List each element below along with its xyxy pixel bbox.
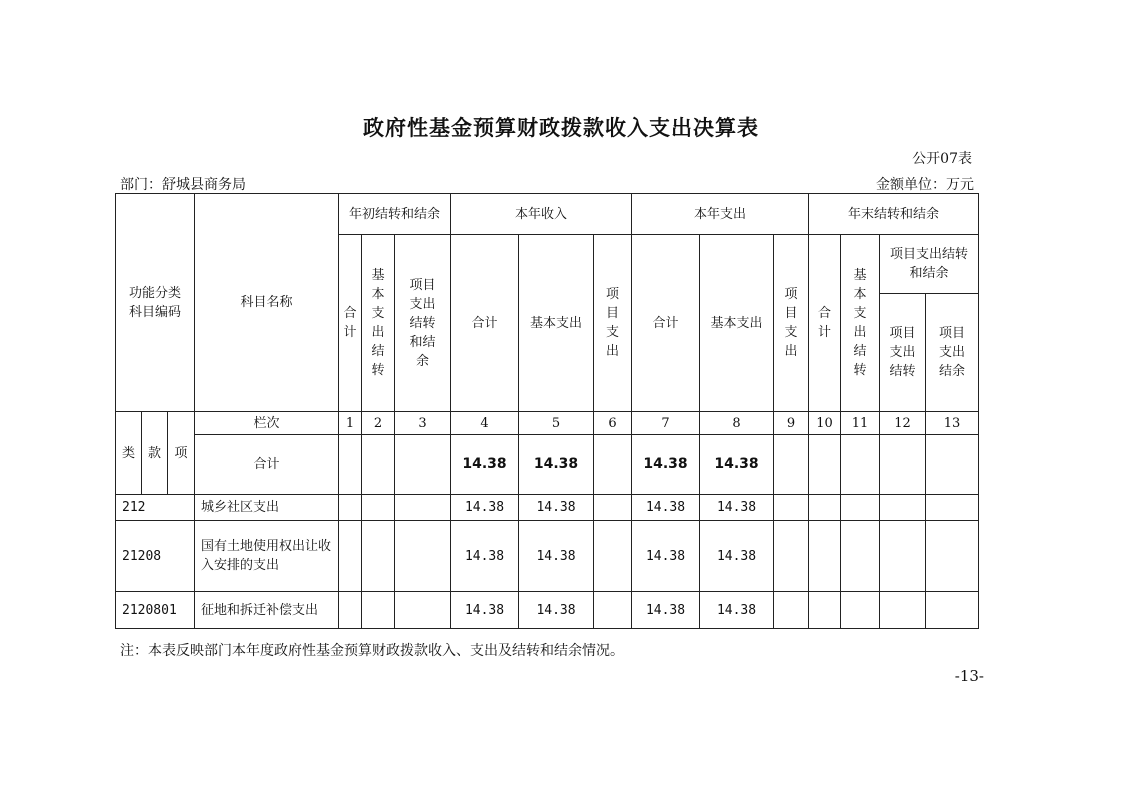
cell [880, 592, 926, 629]
kuan-header: 款 [142, 412, 168, 495]
column-number: 8 [700, 412, 774, 435]
cell [395, 521, 451, 592]
cell [809, 435, 841, 495]
cell [594, 592, 632, 629]
column-number: 3 [395, 412, 451, 435]
cell [339, 495, 362, 521]
cell: 14.38 [519, 435, 594, 495]
income-basic-header: 基本支出 [519, 235, 594, 412]
income-project-header: 项目支出 [594, 235, 632, 412]
cell: 14.38 [632, 495, 700, 521]
expense-group-header: 本年支出 [632, 194, 809, 235]
row-name: 征地和拆迁补偿支出 [195, 592, 339, 629]
total-row [116, 435, 979, 495]
row-code: 2120801 [116, 592, 195, 629]
cell [880, 495, 926, 521]
cell: 14.38 [632, 521, 700, 592]
footnote: 注：本表反映部门本年度政府性基金预算财政拨款收入、支出及结转和结余情况。 [120, 643, 624, 659]
cell: 14.38 [700, 592, 774, 629]
end-project-surplus-header: 项目支出结余 [926, 294, 979, 412]
cell [880, 435, 926, 495]
expense-total-header: 合计 [632, 235, 700, 412]
cell [594, 435, 632, 495]
cell: 14.38 [632, 435, 700, 495]
income-group-header: 本年收入 [451, 194, 632, 235]
cell [774, 521, 809, 592]
func-code-header: 功能分类科目编码 [116, 194, 195, 412]
cell [774, 435, 809, 495]
cell [926, 495, 979, 521]
cell [362, 435, 395, 495]
budget-table [115, 193, 979, 629]
cell: 14.38 [519, 495, 594, 521]
column-number: 9 [774, 412, 809, 435]
cell [594, 495, 632, 521]
column-number: 13 [926, 412, 979, 435]
column-index-row [116, 412, 979, 435]
column-number: 2 [362, 412, 395, 435]
cell: 14.38 [700, 495, 774, 521]
department-label: 部门：舒城县商务局 [120, 177, 246, 193]
expense-basic-header: 基本支出 [700, 235, 774, 412]
cell: 14.38 [700, 521, 774, 592]
column-number: 7 [632, 412, 700, 435]
cell [339, 521, 362, 592]
cell: 14.38 [519, 521, 594, 592]
row-name: 国有土地使用权出让收入安排的支出 [195, 521, 339, 592]
cell [926, 592, 979, 629]
cell [841, 495, 880, 521]
cell [926, 521, 979, 592]
cell [339, 435, 362, 495]
end-project-carry-header: 项目支出结转 [880, 294, 926, 412]
cell [841, 435, 880, 495]
form-code: 公开07表 [912, 151, 972, 167]
end-total-header: 合计 [809, 235, 841, 412]
begin-group-header: 年初结转和结余 [339, 194, 451, 235]
end-group-header: 年末结转和结余 [809, 194, 979, 235]
cell: 14.38 [451, 435, 519, 495]
column-number: 6 [594, 412, 632, 435]
table-row [116, 592, 979, 629]
lei-header: 类 [116, 412, 142, 495]
end-basic-carry-header: 基本支出结转 [841, 235, 880, 412]
row-code: 212 [116, 495, 195, 521]
xiang-header: 项 [168, 412, 195, 495]
column-index-label: 栏次 [195, 412, 339, 435]
end-project-group-header: 项目支出结转和结余 [880, 235, 979, 294]
cell: 14.38 [451, 592, 519, 629]
cell [339, 592, 362, 629]
cell [362, 495, 395, 521]
cell [809, 592, 841, 629]
cell [809, 521, 841, 592]
column-number: 4 [451, 412, 519, 435]
page-number: -13- [954, 667, 984, 685]
subject-name-header: 科目名称 [195, 194, 339, 412]
cell [395, 592, 451, 629]
cell [841, 592, 880, 629]
cell [841, 521, 880, 592]
cell [362, 592, 395, 629]
cell [395, 495, 451, 521]
unit-label: 金额单位：万元 [876, 177, 974, 193]
column-number: 11 [841, 412, 880, 435]
header-row-1 [116, 194, 979, 235]
row-code: 21208 [116, 521, 195, 592]
cell [395, 435, 451, 495]
column-number: 1 [339, 412, 362, 435]
income-total-header: 合计 [451, 235, 519, 412]
row-name: 城乡社区支出 [195, 495, 339, 521]
cell [809, 495, 841, 521]
table-row [116, 495, 979, 521]
begin-basic-carry-header: 基本支出结转 [362, 235, 395, 412]
cell [774, 495, 809, 521]
column-number: 10 [809, 412, 841, 435]
column-number: 5 [519, 412, 594, 435]
table-row [116, 521, 979, 592]
cell [594, 521, 632, 592]
cell [926, 435, 979, 495]
cell [880, 521, 926, 592]
begin-total-header: 合计 [339, 235, 362, 412]
expense-project-header: 项目支出 [774, 235, 809, 412]
column-number: 12 [880, 412, 926, 435]
total-label: 合计 [195, 435, 339, 495]
cell [362, 521, 395, 592]
cell: 14.38 [700, 435, 774, 495]
cell: 14.38 [519, 592, 594, 629]
page-title: 政府性基金预算财政拨款收入支出决算表 [363, 115, 759, 140]
cell: 14.38 [451, 521, 519, 592]
cell [774, 592, 809, 629]
cell: 14.38 [451, 495, 519, 521]
begin-project-carry-surplus-header: 项目支出结转和结余 [395, 235, 451, 412]
cell: 14.38 [632, 592, 700, 629]
